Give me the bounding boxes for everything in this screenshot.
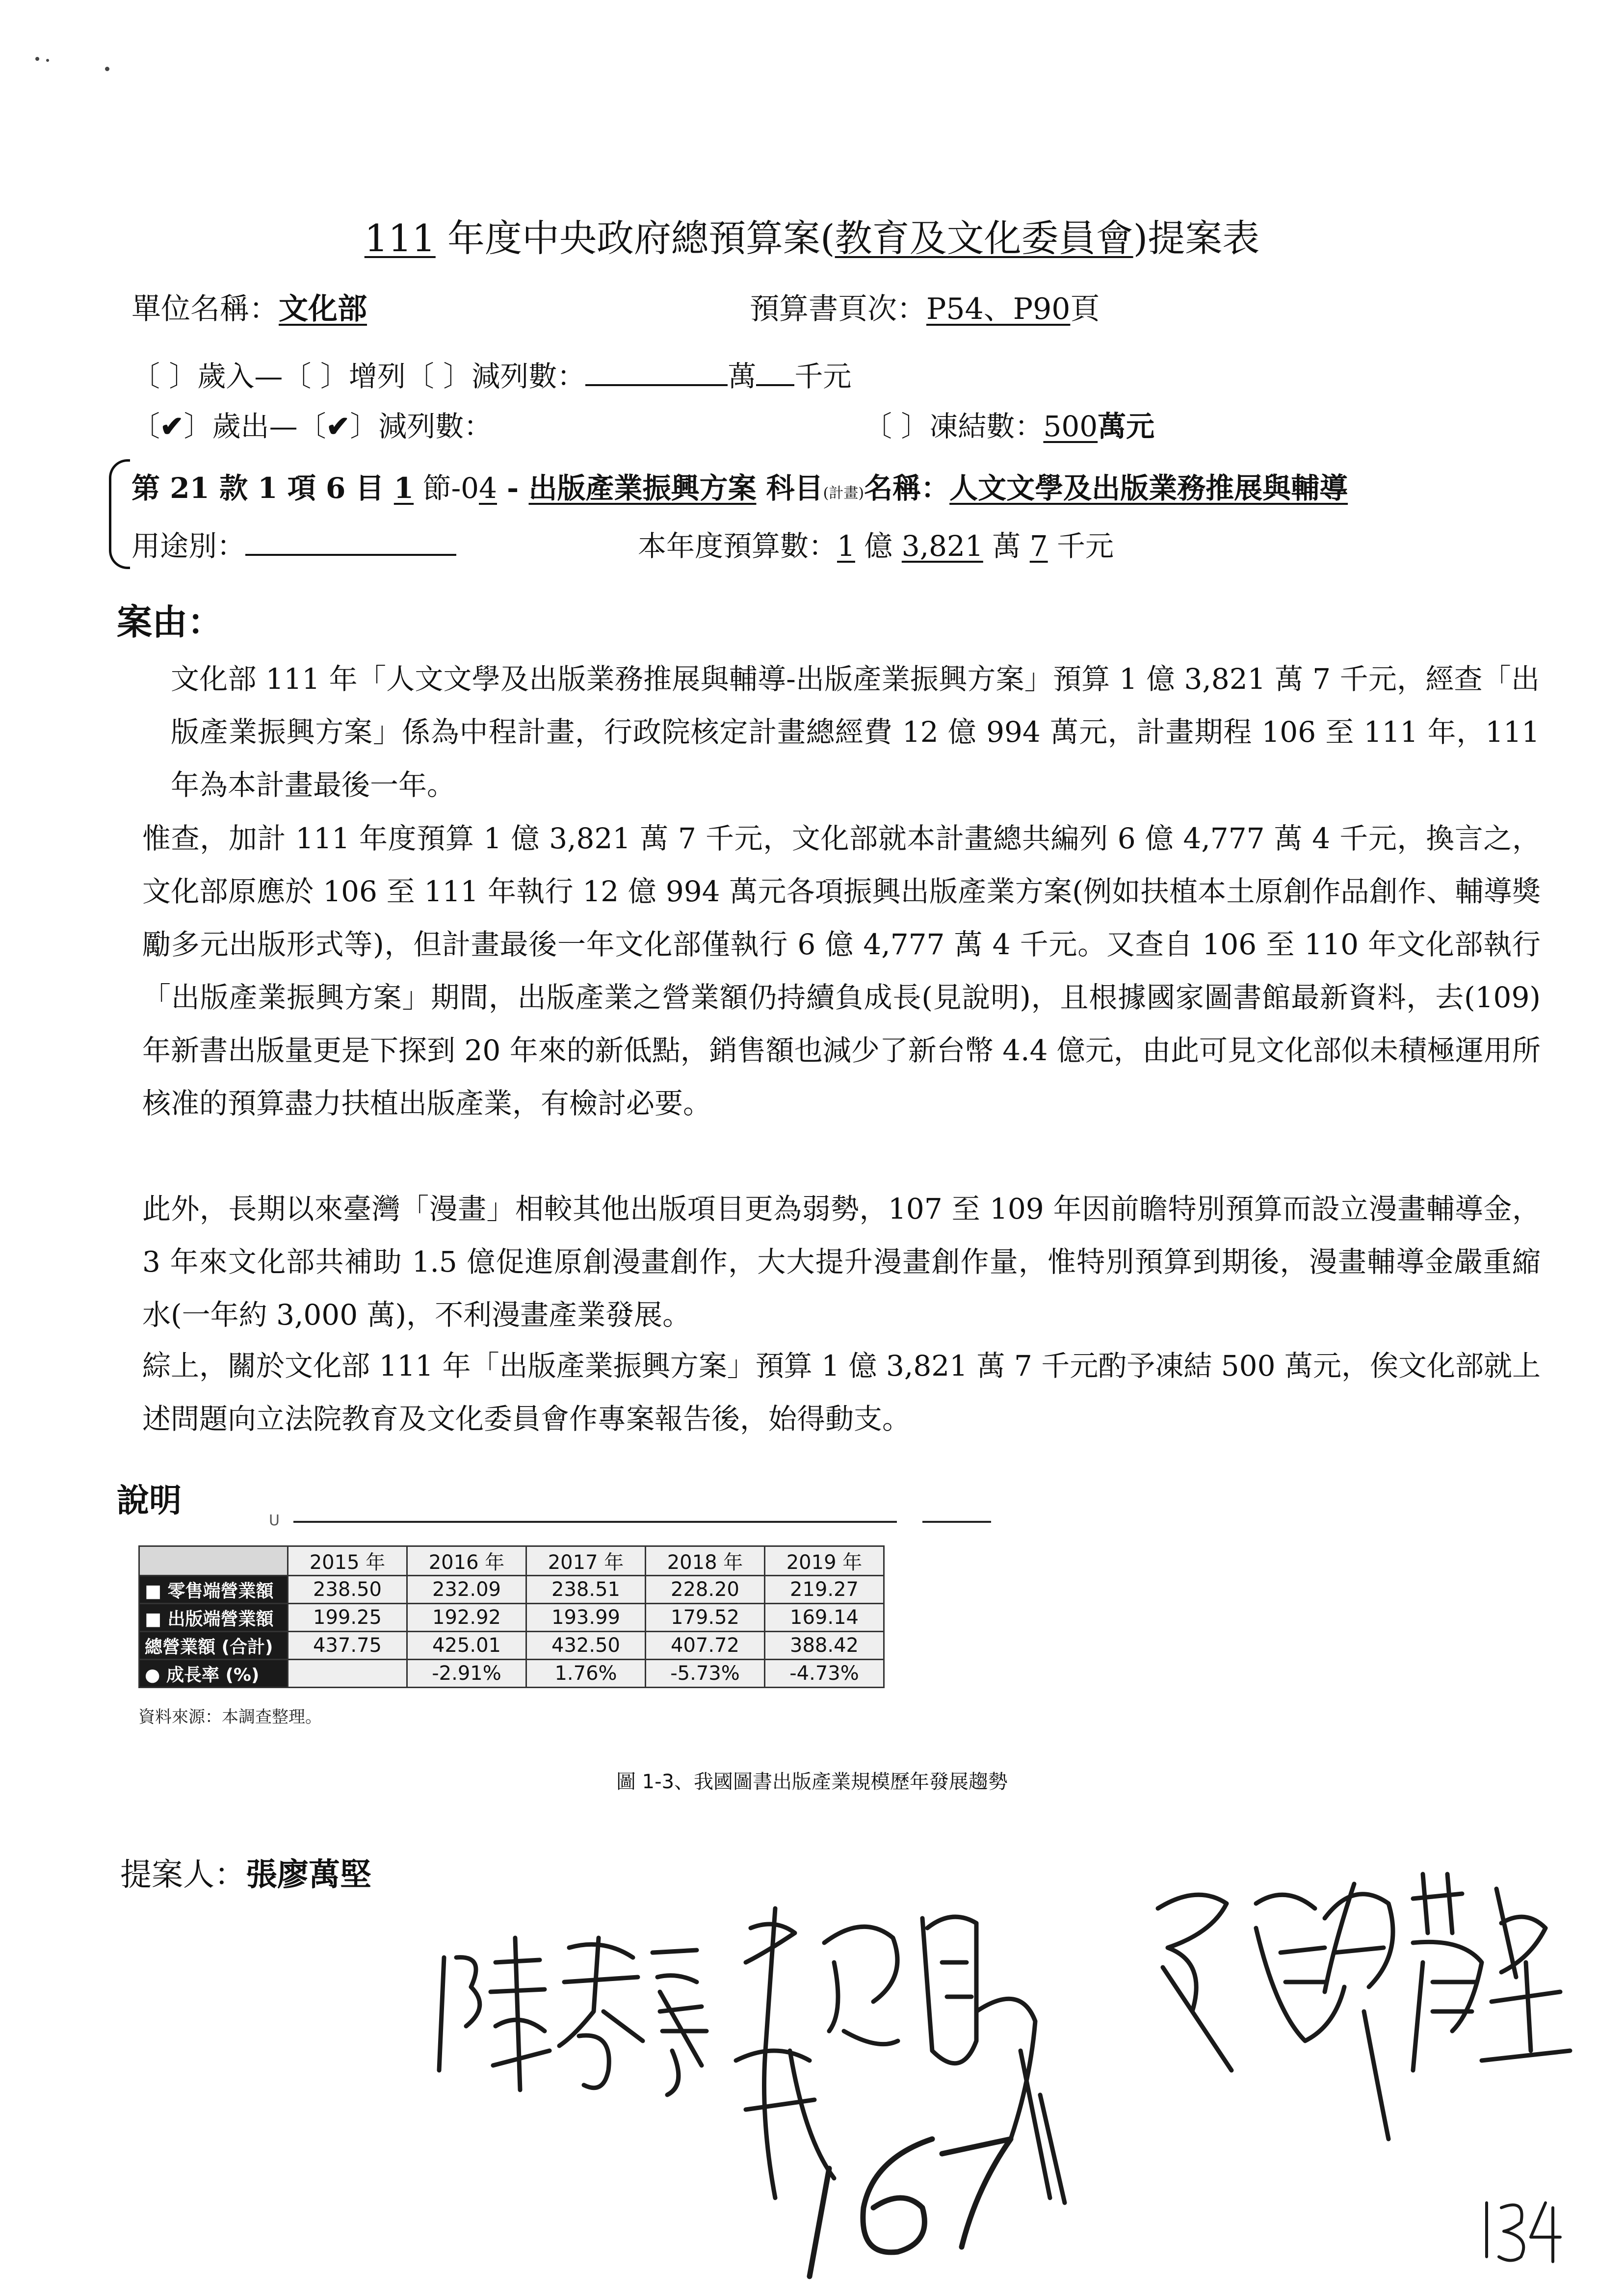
row-header: ■ 零售端營業額 (139, 1576, 288, 1604)
budget-pages-label: 預算書頁次： (750, 292, 926, 326)
amount-u2: 萬 (983, 529, 1030, 563)
source-note: 資料來源：本調查整理。 (138, 1707, 322, 1727)
table-row (139, 1604, 884, 1632)
expenditure-row (131, 403, 492, 444)
usage-label: 用途別： (131, 529, 246, 563)
exp-text1: 〕歲出—〔 (183, 410, 326, 443)
revenue-text: 〔 〕歲入—〔 〕增列〔 〕減列數： (131, 360, 586, 393)
budget-pages-value: P54、P90 (926, 292, 1071, 326)
subject-row (131, 465, 1348, 506)
table-cell: 179.52 (646, 1604, 765, 1632)
title-post: )提案表 (1133, 216, 1260, 260)
subject-small: (計畫) (823, 485, 864, 502)
amount-a3: 7 (1029, 529, 1048, 563)
row-header: ■ 出版端營業額 (139, 1604, 288, 1632)
usage-blank (245, 526, 456, 556)
reason-paragraph-2: 惟查，加計 111 年度預算 1 億 3,821 萬 7 千元，文化部就本計畫總共編列 6 億 4,777 萬 4 千元，換言之，文化部原應於 106 至 111 年執行 12 億 994 萬元各項振興出版產業方案(例如扶植本土原創作品創作、輔導獎勵多元出版形式等)，但計畫最後一年文化部僅執行 6 億 4,777 萬 4 千元。又查自 106 至 110 年文化部執行「出版產業振興方案」期間，出版產業之營業額仍持續負成長(見說明)，且根據國家圖書館最新資料，去(109)年新書出版量更是下探到 20 年來的新低點，銷售額也減少了新台幣 4.4 億元，由此可見文化部似未積極運用所核准的預算盡力扶植出版產業，有檢討必要。 (142, 822, 1541, 1120)
table-corner-cell (139, 1546, 288, 1576)
col-header: 2017 年 (526, 1546, 646, 1576)
table-cell: -2.91% (407, 1660, 526, 1688)
document-title (0, 209, 1624, 262)
table-top-line (922, 1521, 991, 1523)
budget-pages-suffix: 頁 (1070, 292, 1100, 326)
table-cell: 425.01 (407, 1632, 526, 1660)
table-cell: 219.27 (765, 1576, 884, 1604)
revenue-small-blank (756, 357, 794, 386)
subject-p4: 科目 (756, 471, 823, 505)
col-header: 2015 年 (288, 1546, 407, 1576)
row-header: ● 成長率 (%) (139, 1660, 288, 1688)
table-cell: 193.99 (526, 1604, 646, 1632)
table-cell: 192.92 (407, 1604, 526, 1632)
subject-p2u: 4 (479, 471, 497, 505)
figure-caption: 圖 1-3、我國圖書出版產業規模歷年發展趨勢 (616, 1771, 1008, 1793)
usage-row (131, 523, 456, 564)
table-cell: 199.25 (288, 1604, 407, 1632)
amount-u3: 千元 (1048, 529, 1114, 563)
scan-speck (35, 57, 39, 61)
row-header: 總營業額 (合計) (139, 1632, 288, 1660)
table-cell (288, 1660, 407, 1688)
publishing-revenue-table (138, 1545, 885, 1688)
subject-plan: 出版產業振興方案 (528, 471, 757, 505)
reason-paragraph-1: 文化部 111 年「人文文學及出版業務推展與輔導-出版產業振興方案」預算 1 億 3,821 萬 7 千元，經查「出版產業振興方案」係為中程計畫，行政院核定計畫總經費 12 億 994 萬元，計畫期程 106 至 111 年，111 年為本計畫最後一年。 (171, 662, 1540, 802)
signature-2 (736, 1908, 1065, 2203)
title-year: 111 (364, 216, 436, 260)
signature-3 (1158, 1874, 1570, 2139)
table-cell: 238.51 (526, 1576, 646, 1604)
table-cell: 388.42 (765, 1632, 884, 1660)
scan-speck (105, 67, 109, 71)
checkmark-icon: ✔ (160, 410, 184, 443)
subject-p1u: 1 (393, 471, 414, 505)
freeze-unit: 萬元 (1098, 410, 1155, 443)
exp-text2: 〕減列數： (350, 410, 493, 443)
table-row (139, 1660, 884, 1688)
col-header: 2016 年 (407, 1546, 526, 1576)
revenue-amount-blank (585, 357, 728, 386)
unit-value: 文化部 (279, 292, 367, 326)
explain-heading: 說明 (117, 1481, 182, 1519)
subject-p3: - (497, 471, 529, 505)
reason-heading: 案由： (117, 601, 223, 643)
scan-speck (46, 59, 49, 62)
table-row (139, 1632, 884, 1660)
table-cell: 232.09 (407, 1576, 526, 1604)
amount-u1: 億 (855, 529, 902, 563)
bracket-brace (109, 459, 130, 569)
signature-area (0, 1864, 1624, 2296)
signature-1 (439, 1938, 707, 2095)
handwritten-page-number (810, 2139, 1011, 2276)
amount-label: 本年度預算數： (638, 529, 838, 563)
unit-label: 單位名稱： (131, 292, 279, 326)
subject-p1: 第 21 款 1 項 6 目 (131, 471, 394, 505)
subject-name: 人文文學及出版業務推展與輔導 (949, 471, 1348, 505)
proposer-name: 張廖萬堅 (246, 1856, 371, 1893)
revenue-unit2: 千元 (794, 360, 852, 393)
proposer-label: 提案人： (120, 1857, 246, 1893)
table-cell: 437.75 (288, 1632, 407, 1660)
freeze-row (864, 403, 1154, 444)
checkmark-icon: ✔ (326, 410, 350, 443)
table-cell: 407.72 (646, 1632, 765, 1660)
reason-paragraph-4: 綜上，關於文化部 111 年「出版產業振興方案」預算 1 億 3,821 萬 7 千元酌予凍結 500 萬元，俟文化部就上述問題向立法院教育及文化委員會作專案報告後，始得動支。 (142, 1349, 1541, 1435)
title-committee: 教育及文化委員會 (835, 216, 1133, 260)
table-top-line (293, 1521, 897, 1523)
reason-paragraph-3: 此外，長期以來臺灣「漫畫」相較其他出版項目更為弱勢，107 至 109 年因前瞻特別預算而設立漫畫輔導金，3 年來文化部共補助 1.5 億促進原創漫畫創作，大大提升漫畫創作量，惟特別預算到期後，漫畫輔導金嚴重縮水(一年約 3,000 萬)，不利漫畫產業發展。 (142, 1192, 1541, 1331)
amount-row (638, 523, 1114, 564)
table-cell: 228.20 (646, 1576, 765, 1604)
table-cell: -5.73% (646, 1660, 765, 1688)
table-cell: -4.73% (765, 1660, 884, 1688)
amount-a2: 3,821 (901, 529, 983, 563)
amount-a1: 1 (837, 529, 855, 563)
table-row (139, 1576, 884, 1604)
subject-p5: 名稱： (864, 471, 950, 505)
table-cell: 1.76% (526, 1660, 646, 1688)
handwritten-corner-number (1487, 2203, 1560, 2262)
table-header-row (139, 1546, 884, 1576)
freeze-value: 500 (1043, 410, 1098, 443)
col-header: 2018 年 (646, 1546, 765, 1576)
table-cell: 432.50 (526, 1632, 646, 1660)
table-cell: 238.50 (288, 1576, 407, 1604)
revenue-unit1: 萬 (728, 360, 757, 393)
table-cell: 169.14 (765, 1604, 884, 1632)
exp-box-open: 〔 (131, 410, 160, 443)
freeze-label: 〔 〕凍結數： (864, 410, 1044, 443)
unit-row (131, 286, 367, 328)
budget-pages-row (750, 286, 1100, 328)
subject-p2: 節-0 (414, 471, 479, 505)
col-header: 2019 年 (765, 1546, 884, 1576)
stray-mark: U (269, 1512, 280, 1529)
revenue-row (131, 353, 851, 394)
title-pre: 年度中央政府總預算案( (435, 216, 835, 260)
